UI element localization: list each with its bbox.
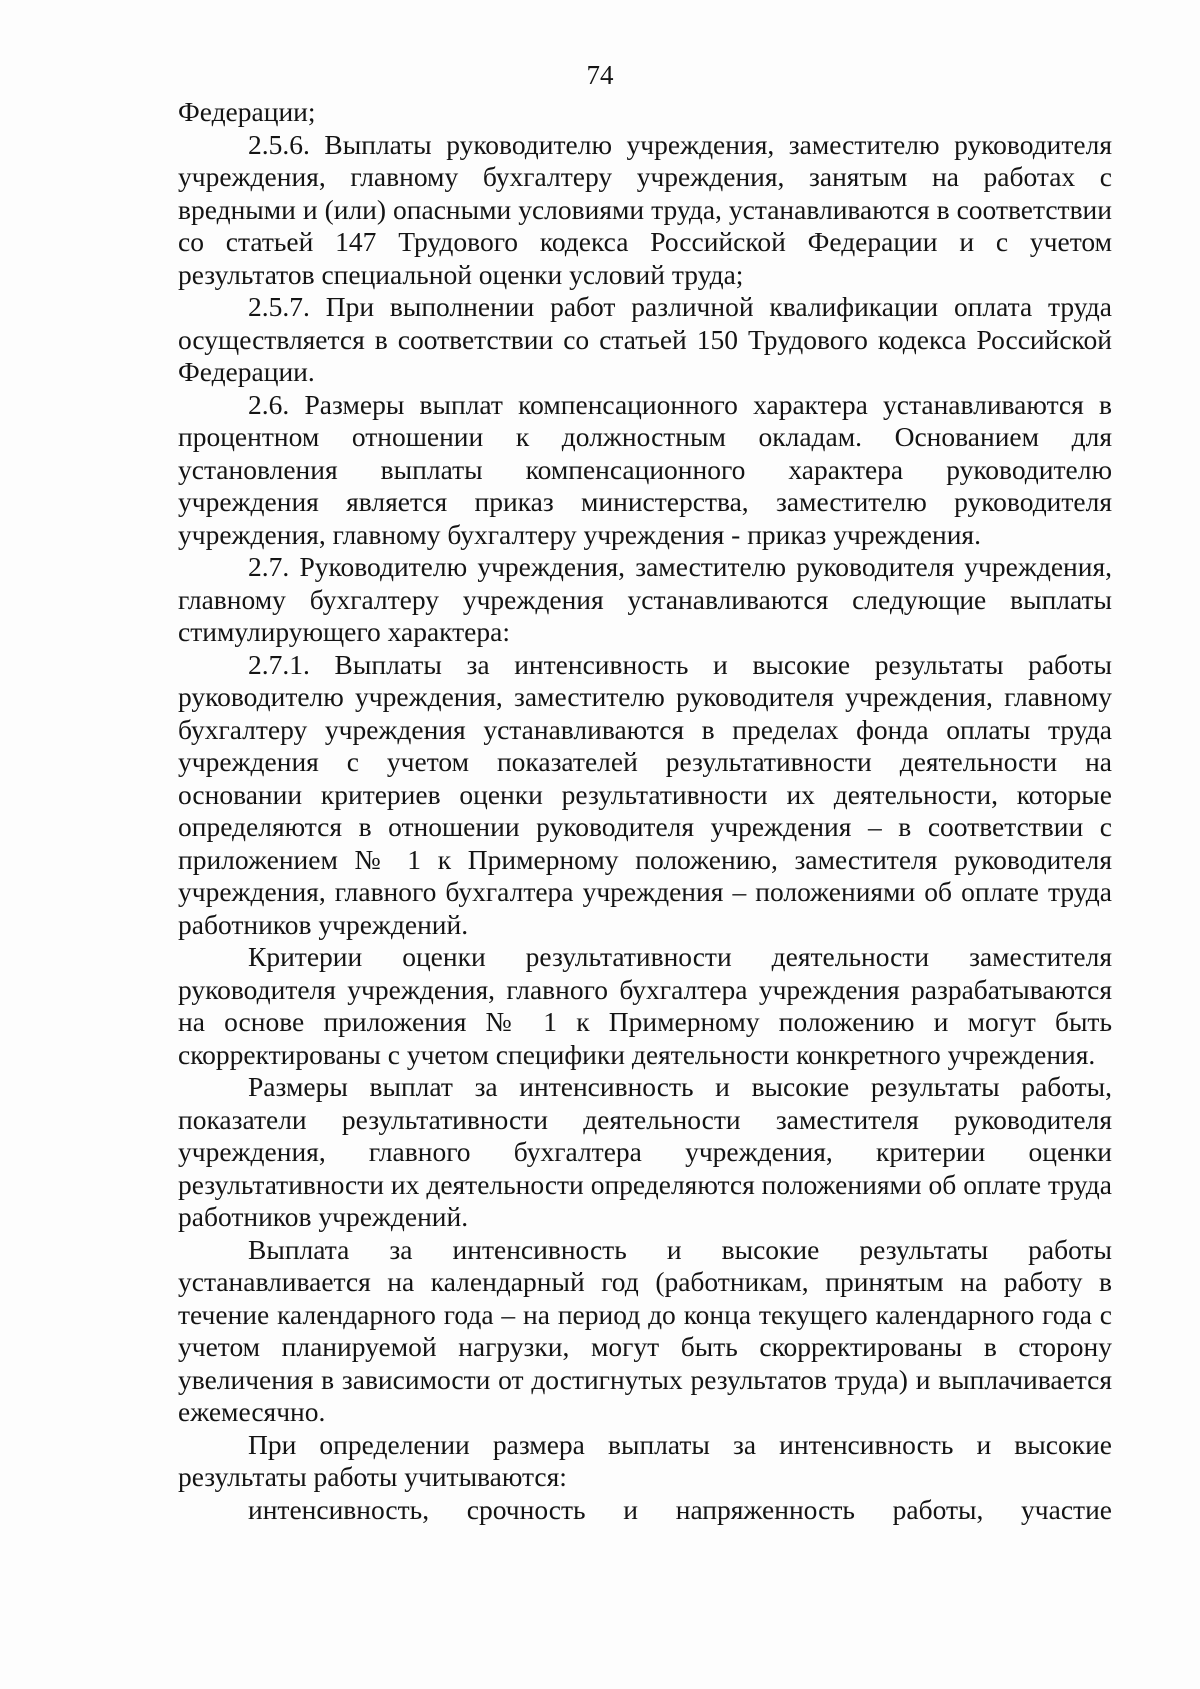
page-number: 74 [586,60,614,90]
paragraph-2-7: 2.7. Руководителю учреждения, заместителю руководителя учреждения, главному бухгалтеру учреждения устанавливаются следующие выплаты стимулирующего характера: [178,551,1112,647]
paragraph-determination: При определении размера выплаты за интенсивность и высокие результаты работы учитываются: [178,1428,1112,1492]
paragraph-2-5-7: 2.5.7. При выполнении работ различной квалификации оплата труда осуществляется в соответствии со статьей 150 Трудового кодекса Российской Федерации. [178,291,1112,387]
paragraph-2-6: 2.6. Размеры выплат компенсационного характера устанавливаются в процентном отношении к должностным окладам. Основанием для установления выплаты компенсационного характера руководителю учреждения является приказ министерства, заместителю руководителя учреждения, главному бухгалтеру учреждения - приказ учреждения. [178,388,1112,550]
paragraph-2-5-6: 2.5.6. Выплаты руководителю учреждения, заместителю руководителя учреждения, главному бухгалтеру учреждения, занятым на работах с вредными и (или) опасными условиями труда, устанавливаются в соответствии со статьей 147 Трудового кодекса Российской Федерации и с учетом результатов специальной оценки условий труда; [178,128,1112,290]
paragraph-intensity-item: интенсивность, срочность и напряженность работы, участие [248,1493,1112,1525]
paragraph-2-7-1: 2.7.1. Выплаты за интенсивность и высокие результаты работы руководителю учреждения, заместителю руководителя учреждения, главному бухгалтеру учреждения устанавливаются в пределах фонда оплаты труда учреждения с учетом показателей результативности деятельности на основании критериев оценки результативности их деятельности, которые определяются в отношении руководителя учреждения – в соответствии с приложением № 1 к Примерному положению, заместителя руководителя учреждения, главного бухгалтера учреждения – положениями об оплате труда работников учреждений. [178,648,1112,940]
document-body [178,96,1112,1526]
paragraph-criteria: Критерии оценки результативности деятельности заместителя руководителя учреждения, главного бухгалтера учреждения разрабатываются на основе приложения № 1 к Примерному положению и могут быть скорректированы с учетом специфики деятельности конкретного учреждения. [178,941,1112,1070]
paragraph-continuation: Федерации; [178,96,316,127]
paragraph-payment-period: Выплата за интенсивность и высокие результаты работы устанавливается на календарный год (работникам, принятым на работу в течение календарного года – на период до конца текущего календарного года с учетом планируемой нагрузки, могут быть скорректированы в сторону увеличения в зависимости от достигнутых результатов труда) и выплачивается ежемесячно. [178,1233,1112,1427]
paragraph-payment-sizes: Размеры выплат за интенсивность и высокие результаты работы, показатели результативности деятельности заместителя руководителя учреждения, главного бухгалтера учреждения, критерии оценки результативности их деятельности определяются положениями об оплате труда работников учреждений. [178,1071,1112,1232]
